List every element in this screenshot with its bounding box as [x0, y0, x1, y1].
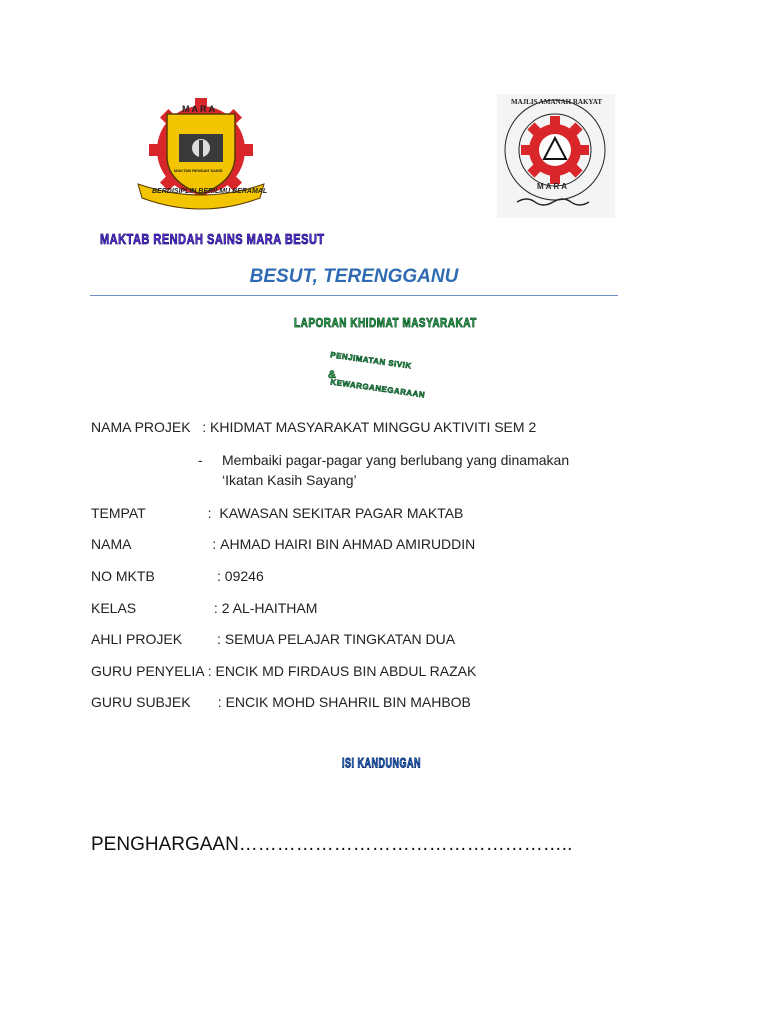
theme-wordart-line2: KEWARGANEGARAAN: [329, 377, 426, 400]
page-title: BESUT, TERENGGANU: [249, 266, 459, 287]
theme-wordart-line1: PENJIMATAN SIVIK: [329, 350, 413, 371]
field-value: AHMAD HAIRI BIN AHMAD AMIRUDDIN: [220, 536, 476, 552]
mrsm-logo-motto: BERDISIPLIN BERILMU BERAMAL: [152, 188, 268, 195]
theme-wordart-amp: &: [328, 369, 337, 381]
mara-logo-ring-text: MAJLIS AMANAH RAKYAT: [511, 98, 603, 106]
project-note-line2: ‘Ikatan Kasih Sayang’: [222, 472, 357, 488]
field-label: NAMA PROJEK :: [91, 419, 211, 435]
mara-logo-bottom-text: MARA: [537, 182, 569, 191]
project-note-dash: -: [198, 452, 203, 468]
field-no-mktb: [91, 568, 264, 584]
field-kelas: [91, 600, 317, 616]
field-nama-projek: [91, 419, 536, 435]
mara-logo: [497, 94, 615, 218]
field-label: GURU SUBJEK :: [91, 694, 226, 710]
field-value: SEMUA PELAJAR TINGKATAN DUA: [224, 631, 456, 647]
mrsm-logo-inner-text: MAKTAB RENDAH SAINS: [174, 168, 223, 173]
mara-gear-icon: [497, 94, 615, 218]
field-label: NAMA :: [91, 536, 221, 552]
field-value: 09246: [224, 568, 264, 584]
field-value: ENCIK MOHD SHAHRIL BIN MAHBOB: [225, 694, 471, 710]
field-nama: [91, 536, 475, 552]
field-guru-subjek: [91, 694, 471, 710]
field-label: TEMPAT :: [91, 505, 220, 521]
field-label: GURU PENYELIA :: [91, 663, 216, 679]
title-divider: [90, 295, 618, 296]
field-ahli-projek: [91, 631, 455, 647]
project-note-line1: Membaiki pagar-pagar yang berlubang yang dinamakan: [222, 452, 570, 468]
contents-wordart: ISI KANDUNGAN: [342, 755, 422, 771]
field-value: ENCIK MD FIRDAUS BIN ABDUL RAZAK: [215, 663, 477, 679]
field-label: KELAS :: [91, 600, 222, 616]
field-label: NO MKTB :: [91, 568, 225, 584]
field-value: 2 AL-HAITHAM: [221, 600, 318, 616]
report-wordart: LAPORAN KHIDMAT MASYARAKAT: [294, 316, 477, 331]
field-guru-penyelia: [91, 663, 476, 679]
penghargaan-heading: PENGHARGAAN……………………………………………..: [91, 834, 573, 855]
college-wordart: MAKTAB RENDAH SAINS MARA BESUT: [100, 232, 325, 248]
mrsm-logo: [134, 98, 268, 218]
field-value: KAWASAN SEKITAR PAGAR MAKTAB: [219, 505, 464, 521]
field-label: AHLI PROJEK :: [91, 631, 225, 647]
field-value: KHIDMAT MASYARAKAT MINGGU AKTIVITI SEM 2: [210, 419, 537, 435]
mrsm-shield-icon: [134, 98, 268, 218]
field-tempat: [91, 505, 463, 521]
mrsm-logo-top-text: MARA: [182, 104, 217, 114]
